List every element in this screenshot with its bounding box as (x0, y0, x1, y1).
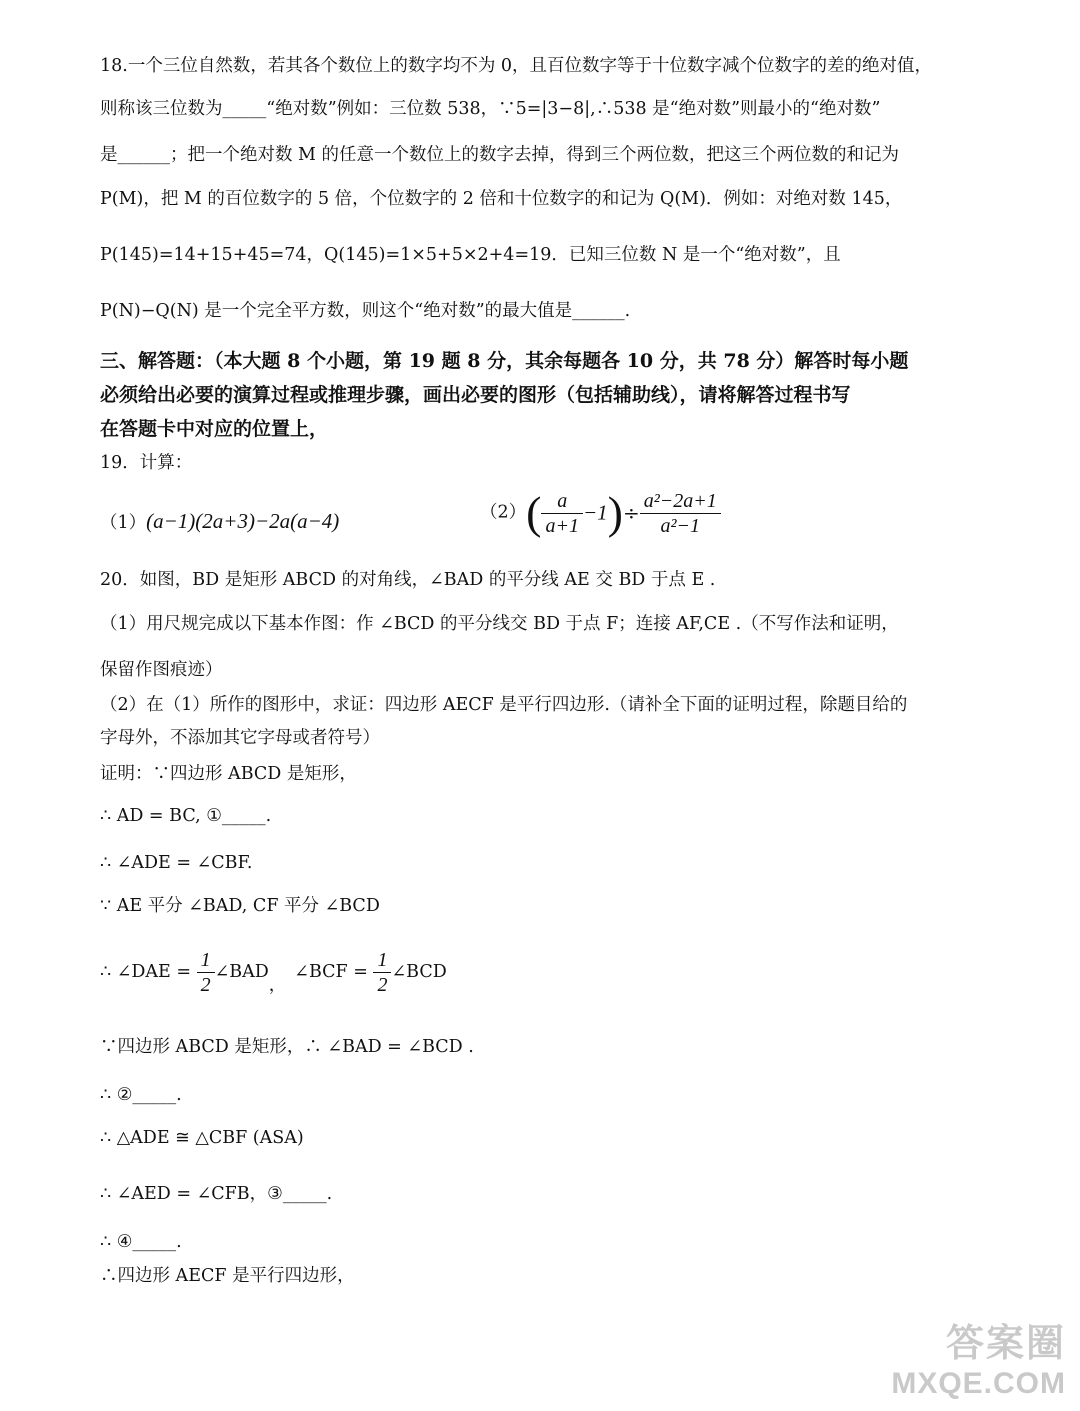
q19-part-1-expr: (a−1)(2a+3)−2a(a−4) (146, 509, 340, 533)
section3-line-3: 在答题卡中对应的位置上， (100, 418, 329, 440)
q19-fraction-2-den: a²−1 (660, 514, 700, 537)
q18-line-1: 18.一个三位自然数，若其各个数位上的数字均不为 0，且百位数字等于十位数字减个位数字的差的绝对值， (100, 56, 933, 76)
proof-line-8: ∴ △ADE ≅ △CBF (ASA) (100, 1128, 304, 1148)
q19-fraction-1-num: a (541, 491, 583, 514)
q19-title: 19．计算： (100, 453, 193, 473)
q19-part-2-label: （2） (480, 502, 527, 523)
q20-line-3: 保留作图痕迹） (100, 660, 223, 680)
watermark-top: 答案圈 (945, 1323, 1066, 1365)
q18-line-3: 是______；把一个绝对数 M 的任意一个数位上的数字去掉，得到三个两位数，把这三个两位数的和记为 (100, 145, 900, 165)
q20-line-1: 20．如图，BD 是矩形 ABCD 的对角线，∠BAD 的平分线 AE 交 BD 于点 E . (100, 570, 716, 590)
q19-fraction-2-num: a²−2a+1 (640, 491, 721, 514)
watermark-logo (891, 1312, 1066, 1401)
proof-separator: ， (268, 975, 287, 996)
half-fraction-2 (373, 950, 391, 995)
q19-part-2: （2）( $\frac{a}{a+1}$ −1)÷ $\frac{\text{a²−2a+1}}{\text{a²−1}}$ (480, 490, 721, 536)
watermark-bottom: MXQE.COM (891, 1367, 1066, 1400)
section3-line-2: 必须给出必要的演算过程或推理步骤，画出必要的图形（包括辅助线），请将解答过程书写 (100, 384, 851, 406)
proof-line-1: 证明：∵四边形 ABCD 是矩形， (100, 764, 357, 784)
q19-divide: ÷ (622, 501, 640, 525)
proof-line-11: ∴四边形 AECF 是平行四边形， (100, 1266, 355, 1286)
q18-line-4: P(M)，把 M 的百位数字的 5 倍，个位数字的 2 倍和十位数字的和记为 Q(M)．例如：对绝对数 145， (100, 189, 903, 209)
q19-fraction-2 (640, 491, 721, 536)
q19-part-1-label: （1） (100, 513, 147, 533)
q20-line-2: （1）用尺规完成以下基本作图：作 ∠BCD 的平分线交 BD 于点 F；连接 AF,CE .（不写作法和证明， (100, 614, 899, 634)
section3-line-1: 三、解答题：（本大题 8 个小题，第 19 题 8 分，其余每题各 10 分，共 78 分）解答时每小题 (100, 350, 909, 372)
proof-dae-rhs: ∠BAD (214, 961, 269, 982)
proof-line-7: ∴ ②_____. (100, 1085, 182, 1105)
proof-bcf-lhs: ∠BCF = (294, 961, 374, 982)
q19-fraction-1-den: a+1 (545, 514, 579, 537)
q18-line-6: P(N)−Q(N) 是一个完全平方数，则这个“绝对数”的最大值是______. (100, 301, 631, 321)
q18-line-5: P(145)=14+15+45=74，Q(145)=1×5+5×2+4=19．已知三位数 N 是一个“绝对数”，且 (100, 245, 841, 265)
q20-line-5: 字母外，不添加其它字母或者符号） (100, 728, 380, 748)
proof-line-10: ∴ ④_____. (100, 1232, 182, 1252)
q19-part-1 (100, 511, 339, 533)
q20-line-4: （2）在（1）所作的图形中，求证：四边形 AECF 是平行四边形.（请补全下面的证明过程，除题目给的 (100, 695, 908, 715)
proof-line-4: ∵ AE 平分 ∠BAD, CF 平分 ∠BCD (100, 896, 380, 916)
proof-line-5 (100, 950, 447, 995)
half-fraction-1 (197, 950, 215, 995)
q19-fraction-1 (541, 491, 583, 536)
proof-line-9: ∴ ∠AED = ∠CFB，③_____. (100, 1184, 333, 1204)
q19-minus-one: −1 (582, 500, 608, 525)
half-fraction-1-den: 2 (200, 974, 211, 996)
proof-bcf-rhs: ∠BCD (391, 961, 447, 982)
half-fraction-2-num: 1 (373, 950, 391, 973)
q18-line-2: 则称该三位数为_____“绝对数”例如：三位数 538，∵5=|3−8|,∴538 是“绝对数”则最小的“绝对数” (100, 99, 881, 119)
half-fraction-2-den: 2 (377, 974, 388, 996)
proof-dae-lhs: ∴ ∠DAE = (100, 961, 197, 982)
proof-line-6: ∵四边形 ABCD 是矩形，∴ ∠BAD = ∠BCD . (100, 1037, 474, 1057)
proof-line-2: ∴ AD = BC, ①_____. (100, 806, 272, 826)
proof-line-3: ∴ ∠ADE = ∠CBF. (100, 853, 253, 873)
half-fraction-1-num: 1 (197, 950, 215, 973)
